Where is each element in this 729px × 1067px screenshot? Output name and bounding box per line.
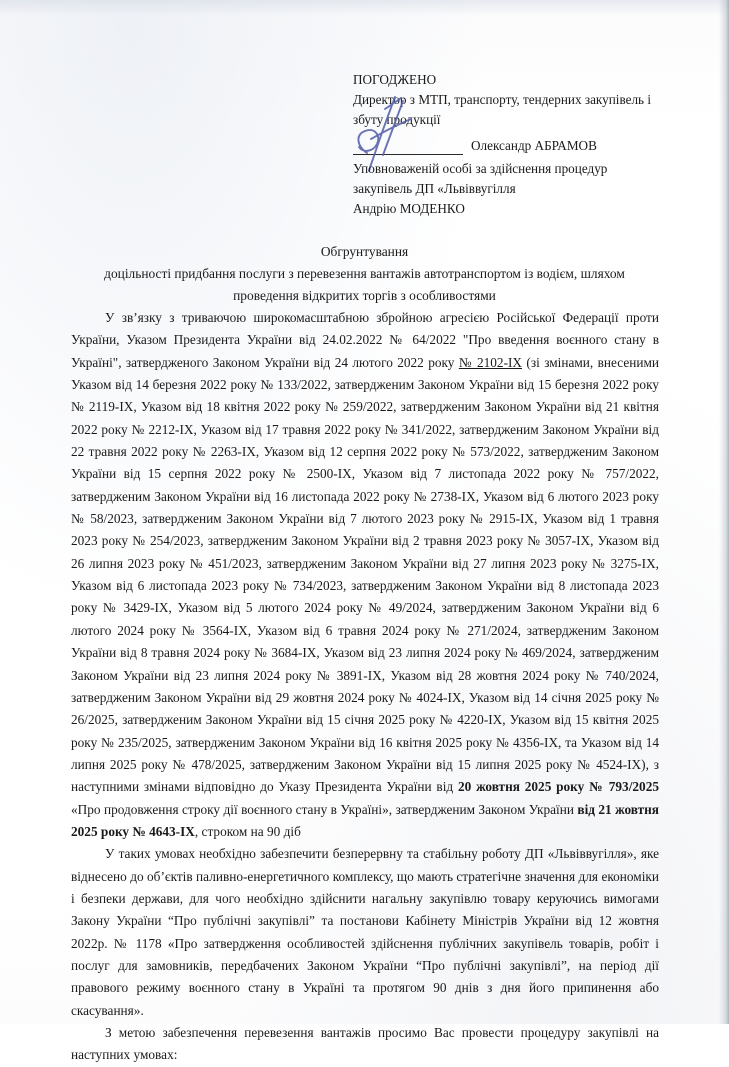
para1-part-2: (зі змінами, внесеними Указом від 14 березня 2022 року № 133/2022, затвердженим Законом України від 15 березня 2022 року № 2119-IX, Указом від 18 квітня 2022 року № 259/2022, затвердженим Законом України від 21 квітня 2022 року № 2212-IX, Указом від 17 травня 2022 року № 341/2022, затвердженим Законом України від 22 травня 2022 року № 2263-IX, Указом від 12 серпня 2022 року № 573/2022, затвердженим Законом України від 15 серпня 2022 року № 2500-IX, Указом від 7 листопада 2022 року № 757/2022, затвердженим Законом України від 16 листопада 2022 року № 2738-IX, Указом від 6 лютого 2023 року № 58/2023, затвердженим Законом України від 7 лютого 2023 року № 2915-IX, Указом від 1 травня 2023 року № 254/2023, затвердженим Законом України від 2 травня 2023 року № 3057-IX, Указом від 26 липня 2023 року № 451/2023, затвердженим Законом України від 27 липня 2023 року № 3275-IX, Указом від 6 листопада 2023 року № 734/2023, затвердженим Законом України від 8 листопада 2023 року № 3429-IX, Указом від 5 лютого 2024 року № 49/2024, затвердженим Законом України від 6 лютого 2024 року № 3564-IX, Указом від 6 травня 2024 року № 271/2024, затвердженим Законом України від 8 травня 2024 року № 3684-IX, Указом від 23 липня 2024 року № 469/2024, затвердженим Законом України від 23 липня 2024 року № 3891-IX, Указом від 28 жовтня 2024 року № 740/2024, затвердженим Законом України від 29 жовтня 2024 року № 4024-IX, Указом від 14 січня 2025 року № 26/2025, затвердженим Законом України від 15 січня 2025 року № 4220-IX, Указом від 15 квітня 2025 року № 235/2025, затвердженим Законом України від 16 квітня 2025 року № 4356-IX, та Указом від 14 липня 2025 року № 478/2025, затвердженим Законом України від 15 липня 2025 року № 4524-IX), з наступними змінами відповідно до Указу Президента України від — [71, 354, 659, 795]
para1-part-4: , строком на 90 діб — [194, 823, 301, 839]
scan-top-shadow — [0, 0, 729, 16]
signature-line — [353, 154, 463, 155]
addressee-line-3: Андрію МОДЕНКО — [353, 201, 465, 216]
para1-underlined-law: № 2102-IX — [458, 354, 523, 370]
document-body — [71, 307, 659, 1067]
body-paragraph-2: У таких умовах необхідно забезпечити безперервну та стабільну роботу ДП «Львіввугілля», яке віднесено до об’єктів паливно-енергетичного комплексу, що мають стратегічне значення для економіки і безпеки держави, для чого необхідно здійснити нагальну закупівлю товару керуючись вимогами Закону України “Про публічні закупівлі” та постанови Кабінету Міністрів України від 12 жовтня 2022р. № 1178 «Про затвердження особливостей здійснення публічних закупівель товарів, робіт і послуг для замовників, передбачених Законом України “Про публічні закупівлі”, на період дії правового режиму воєнного стану в Україні та протягом 90 днів з дня його припинення або скасування». — [71, 846, 659, 1018]
scan-right-edge — [719, 0, 729, 1024]
approval-block — [353, 70, 683, 161]
addressee-line-2: закупівель ДП «Львіввугілля — [353, 181, 516, 196]
signature-row — [353, 135, 683, 161]
para1-bold-law: від 21 жовтня 2025 року № 4643-IX — [71, 801, 659, 839]
signer-name: Олександр АБРАМОВ — [471, 138, 597, 153]
body-paragraph-1 — [71, 307, 659, 843]
approval-heading: ПОГОДЖЕНО — [353, 72, 437, 87]
title-line-2: доцільності придбання послуги з перевезення вантажів автотранспортом із водієм, шляхом — [104, 266, 625, 281]
page-title — [71, 241, 658, 307]
para1-part-1: У зв’язку з триваючою широкомасштабною збройною агресією Російської Федерації проти України, Указом Президента України від 24.02.2022 № 64/2022 "Про введення воєнного стану в Україні", затвердженого Законом України від 24 лютого 2022 року — [71, 310, 659, 370]
addressee-line-1: Уповноваженій особі за здійснення процедур — [353, 161, 608, 176]
approval-position-line-2: збуту продукції — [353, 112, 441, 127]
para1-bold-decree: 20 жовтня 2025 року № 793/2025 — [457, 779, 659, 795]
addressee-block — [353, 159, 683, 219]
approval-position-line-1: Директор з МТП, транспорту, тендерних закупівель і — [353, 92, 652, 107]
body-paragraph-3: З метою забезпечення перевезення вантажів просимо Вас провести процедуру закупівлі на наступних умовах: — [71, 1025, 659, 1063]
title-line-3: проведення відкритих торгів з особливостями — [233, 288, 496, 303]
title-line-1: Обгрунтування — [320, 244, 409, 259]
para1-part-3: «Про продовження строку дії воєнного стану в Україні», затвердженим Законом України — [71, 801, 578, 817]
